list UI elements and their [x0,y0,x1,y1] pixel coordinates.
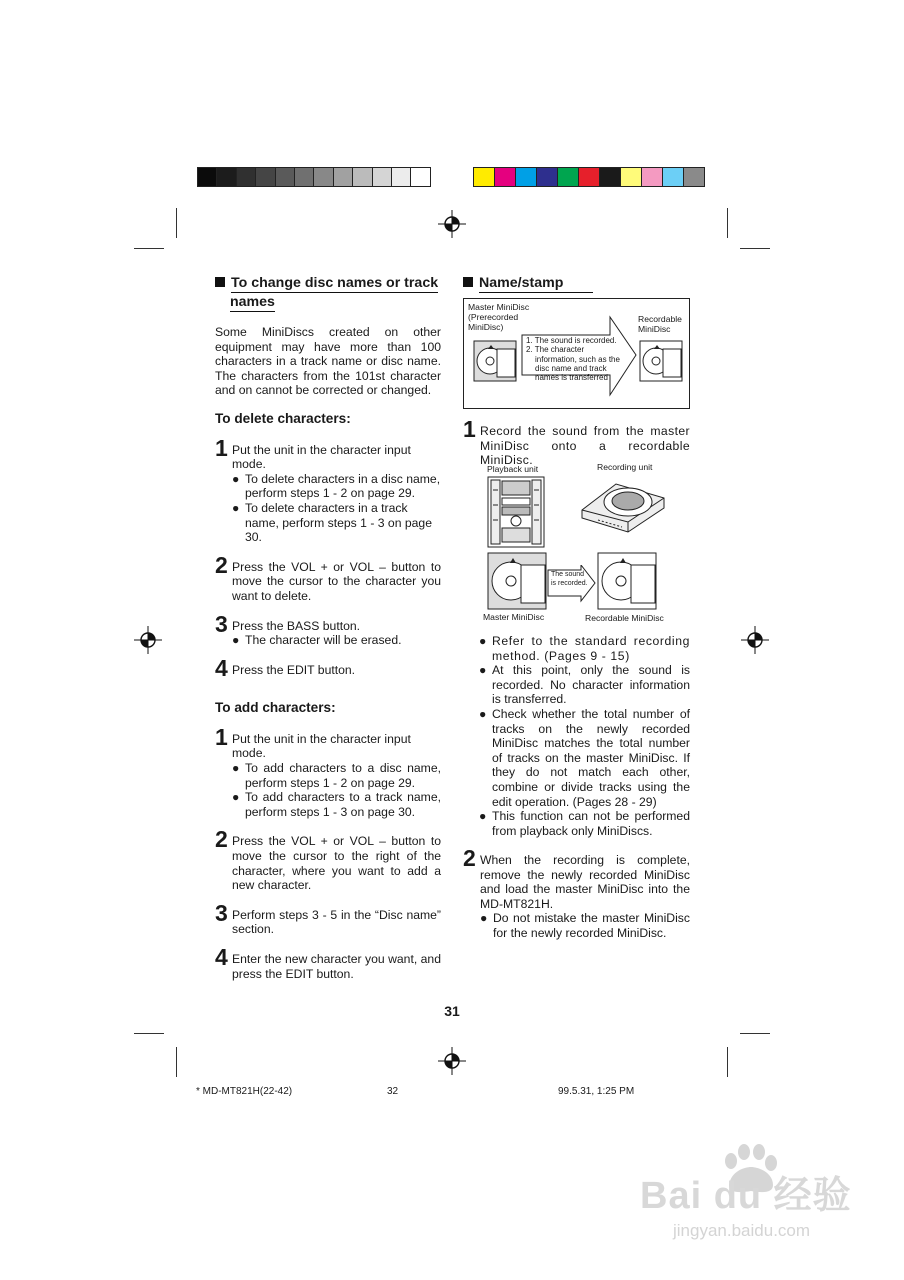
color-swatch [683,167,705,187]
list-item: ● Refer to the standard recording method. (Pages 9 - 15) [479,634,690,663]
step-text: Press the BASS button. [232,618,361,633]
watermark-brand: Bai du 经验 [640,1175,852,1217]
step [215,654,441,681]
color-swatch [515,167,537,187]
playback-unit-icon [487,475,545,549]
list-item: ● Check whether the total number of tracks on the newly recorded MiniDisc matches the total number of tracks on the master MiniDisc. If they do not match each other, combine or divide tracks using the edit operation. (Pages 28 - 29) [479,706,690,809]
step-text: Record the sound from the master MiniDisc onto a recordable MiniDisc. [480,424,690,468]
square-bullet-icon [463,277,473,287]
bullet-icon: ● [232,761,240,776]
step-number: 1 [215,434,228,461]
crop-mark [134,248,164,249]
list-item: ● To add characters to a disc name, perform steps 1 - 2 on page 29. [232,761,441,790]
color-swatch [662,167,684,187]
crop-mark [176,208,177,238]
bullet-icon: ● [479,634,487,648]
step [215,610,441,648]
master-minidisc-icon [473,340,517,382]
list-item: ● This function can not be performed from playback only MiniDiscs. [479,809,690,838]
color-swatch [275,167,295,187]
step-number: 3 [215,610,228,637]
color-swatch [197,167,217,187]
step-text: Press the VOL + or VOL – button to move the cursor to the right of the character, where you want to add a new character. [232,834,441,893]
list-item: ● The character will be erased. [232,633,402,648]
square-bullet-icon [215,277,225,287]
color-swatch [391,167,411,187]
add-heading: To add characters: [215,700,336,716]
crop-mark [727,1047,728,1077]
color-swatch [313,167,333,187]
crop-mark [727,208,728,238]
recording-unit-label: Recording unit [597,462,653,472]
color-swatch [578,167,600,187]
list-item: ● To delete characters in a track name, perform steps 1 - 3 on page 30. [232,500,432,545]
color-swatch [473,167,495,187]
color-swatch [372,167,392,187]
section-title: To change disc names or track [215,274,441,292]
step [463,845,690,941]
crop-mark [134,1033,164,1034]
color-swatch [352,167,372,187]
step-number: 2 [215,551,228,578]
bullet-icon: ● [480,911,488,926]
color-swatch [216,167,236,187]
step-text: Enter the new character you want, and press the EDIT button. [232,952,441,981]
bullet-icon: ● [232,500,240,515]
color-swatch [620,167,642,187]
footer-timestamp: 99.5.31, 1:25 PM [558,1086,635,1097]
delete-steps [215,434,441,681]
playback-unit-label: Playback unit [487,464,539,474]
record-arrow-text: The sound is recorded. [551,571,588,587]
bullet-icon: ● [232,633,240,648]
color-swatch [333,167,353,187]
step [215,899,441,937]
step-text: Press the VOL + or VOL – button to move the cursor to the character you want to delete. [232,559,441,603]
section-title-cont: names [230,294,275,310]
right-column [463,274,690,292]
registration-mark-icon [740,625,770,655]
bullet-icon: ● [479,809,487,824]
step-1-bullets [479,634,690,838]
list-item: ● To add characters to a track name, perform steps 1 - 3 on page 30. [232,790,441,819]
step-number: 1 [215,723,228,750]
step [463,416,690,468]
step-text: Perform steps 3 - 5 in the “Disc name” section. [232,907,441,937]
color-swatch [494,167,516,187]
step-number: 4 [215,944,228,970]
step [215,944,441,981]
step-text: Press the EDIT button. [232,662,356,677]
step [215,551,441,604]
step-number: 4 [215,654,228,681]
right-step-2 [463,845,690,941]
step [215,434,441,545]
bullet-icon: ● [232,790,240,805]
recordable-minidisc-icon [639,340,683,382]
color-swatch [599,167,621,187]
color-swatch [410,167,430,187]
step [215,826,441,893]
left-column [215,274,441,981]
portable-recorder-icon [578,474,668,536]
page-number: 31 [444,1003,460,1019]
transfer-notes: 1. The sound is recorded. 2. The character information, such as the disc name and track names is transferred [526,336,620,383]
step-number: 2 [215,826,228,853]
recordable-label: Recordable MiniDisc [638,314,682,334]
delete-heading: To delete characters: [215,410,351,426]
section-title: Name/stamp [463,274,690,292]
add-steps [215,723,441,981]
crop-mark [176,1047,177,1077]
color-swatch [557,167,579,187]
color-swatch [536,167,558,187]
bullet-icon: ● [479,663,487,678]
color-swatch [294,167,314,187]
color-swatch [236,167,256,187]
footer-file: * MD-MT821H(22-42) [196,1086,293,1097]
intro-paragraph: Some MiniDiscs created on other equipment may have more than 100 characters in a track name or disc name. The characters from the 101st character and on cannot be corrected or changed. [215,325,441,398]
watermark-url: jingyan.baidu.com [673,1221,811,1240]
recordable-minidisc-label: Recordable MiniDisc [585,613,664,623]
registration-mark-icon [437,209,467,239]
color-swatch [255,167,275,187]
list-item: ● To delete characters in a disc name, perform steps 1 - 2 on page 29. [232,471,441,501]
step-number: 1 [463,416,476,442]
crop-mark [740,248,770,249]
step-number: 3 [215,899,228,926]
step-text: Put the unit in the character input mode. [232,442,411,472]
list-item: ● Do not mistake the master MiniDisc for the newly recorded MiniDisc. [480,911,690,940]
footer-page: 32 [387,1086,399,1097]
step-number: 2 [463,845,476,871]
bullet-icon: ● [479,706,487,721]
step-text: When the recording is complete, remove the newly recorded MiniDisc and load the master MiniDisc into the MD-MT821H. [480,853,690,911]
master-minidisc-icon [487,552,547,610]
list-item: ● At this point, only the sound is recorded. No character information is transferred. [479,663,690,707]
step [215,723,441,820]
registration-mark-icon [437,1046,467,1076]
master-label: Master MiniDisc (Prerecorded MiniDisc) [468,302,530,332]
right-step-1 [463,416,690,468]
registration-mark-icon [133,625,163,655]
step-text: Put the unit in the character input mode. [232,731,411,761]
color-swatch [641,167,663,187]
bullet-icon: ● [232,471,240,486]
crop-mark [740,1033,770,1034]
name-stamp-diagram [463,298,690,409]
recordable-minidisc-icon [597,552,657,610]
master-minidisc-label: Master MiniDisc [483,612,545,622]
